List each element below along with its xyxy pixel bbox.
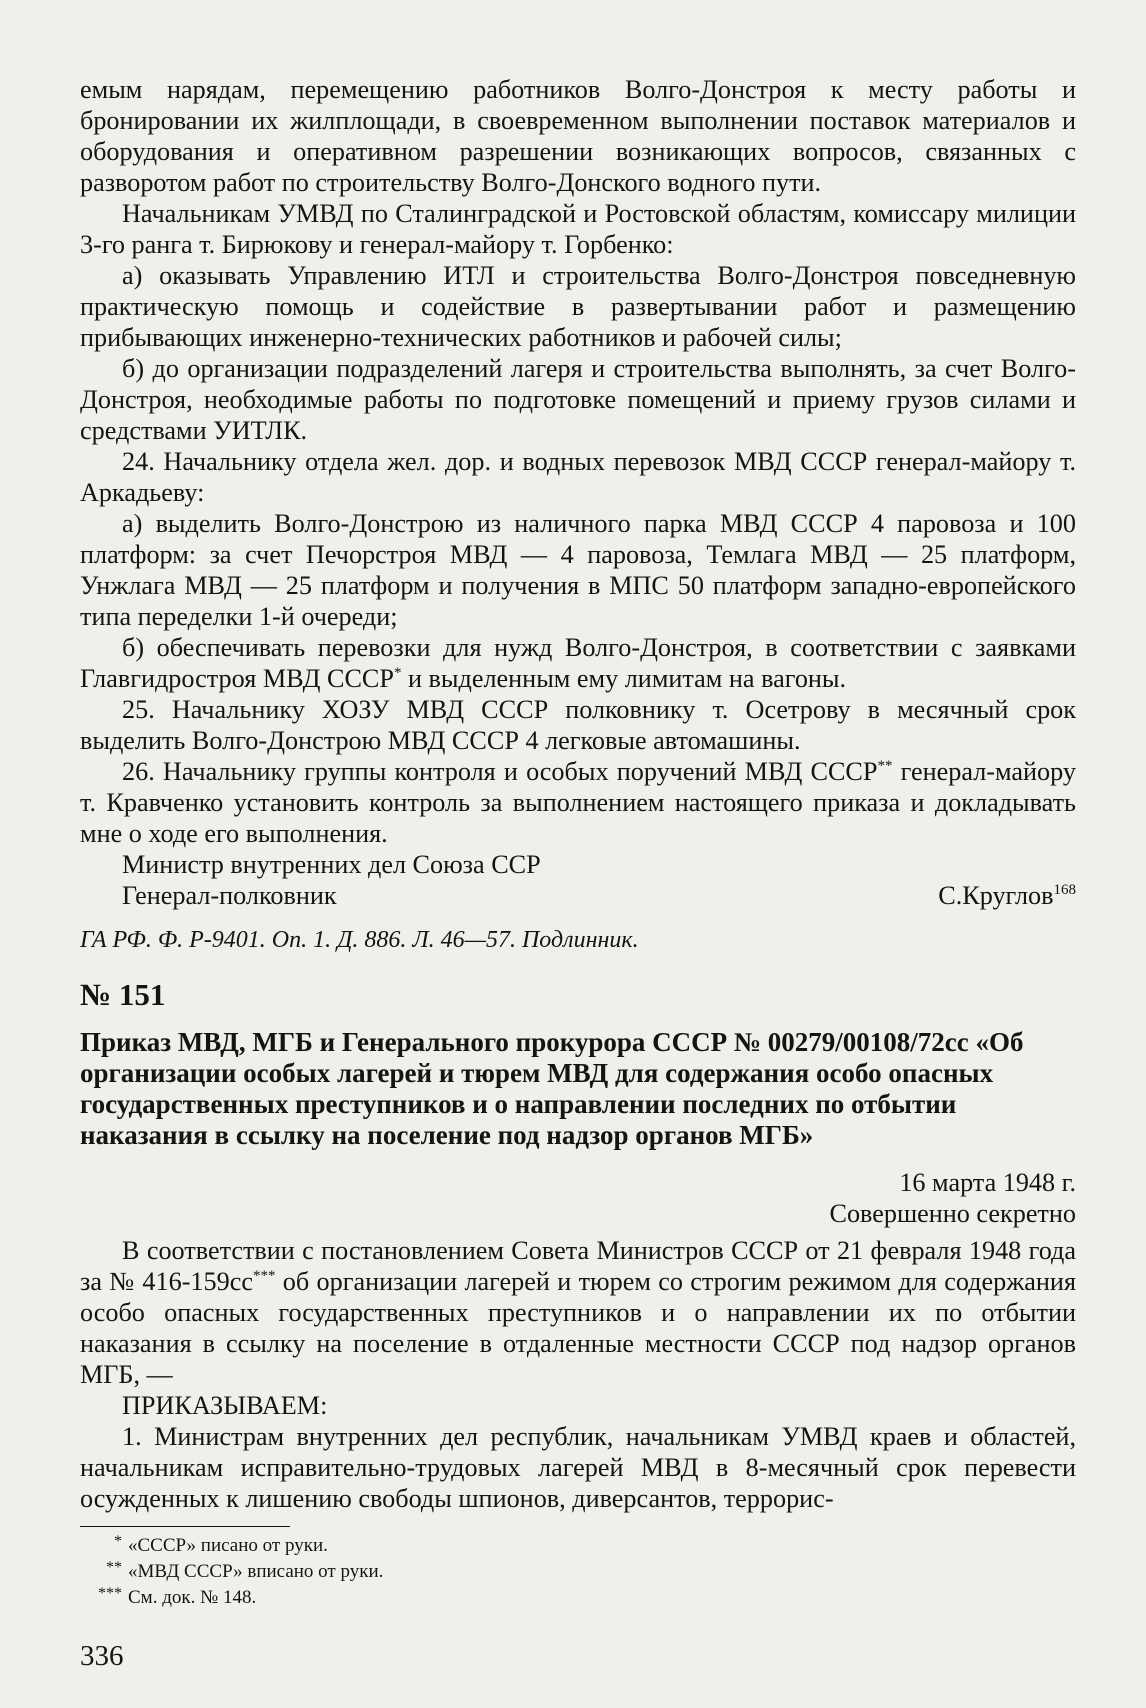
paragraph: 24. Начальнику отдела жел. дор. и водных перевозок МВД СССР генерал-майору т. Аркадьеву: <box>80 447 1076 507</box>
document-page <box>80 74 1076 1611</box>
text-run: об организации лагерей и тюрем со строгим режимом для содержания особо опасных государственных преступников и о направлении их по отбытии наказания в ссылку на поселение в отдаленные местности СССР под надзор органов МГБ, — <box>80 1267 1076 1389</box>
signature-rank: Генерал-полковник <box>122 881 337 910</box>
paragraph <box>80 756 1076 849</box>
paragraph: а) выделить Волго-Донстрою из наличного парка МВД СССР 4 паровоза и 100 платформ: за счет Печорстроя МВД — 4 паровоза, Темлага МВД — 25 платформ, Унжлага МВД — 25 платформ и получения в МПС 50 платформ западно-европейского типа переделки 1-й очереди; <box>80 509 1076 631</box>
text-run: 26. Начальнику группы контроля и особых поручений МВД СССР <box>122 757 878 786</box>
signature-title: Министр внутренних дел Союза ССР <box>122 850 541 879</box>
signature-block <box>80 849 1076 911</box>
paragraph: б) до организации подразделений лагеря и строительства выполнять, за счет Волго-Донстроя, необходимые работы по подготовке помещений и приему грузов силами и средствами УИТЛК. <box>80 354 1076 445</box>
endnote-ref: 168 <box>1053 882 1076 898</box>
paragraph <box>80 632 1076 694</box>
paragraph: 1. Министрам внутренних дел республик, начальникам УМВД краев и областей, начальникам исправительно-трудовых лагерей МВД в 8-месячный срок перевести осужденных к лишению свободы шпионов, диверсантов, террорис- <box>80 1422 1076 1513</box>
footnote-text: См. док. № 148. <box>128 1587 257 1608</box>
text-run: б) обеспечивать перевозки для нужд Волго-Донстроя, в соответствии с заявками Главгидростроя МВД СССР <box>80 633 1076 693</box>
document-title: Приказ МВД, МГБ и Генерального прокурора СССР № 00279/00108/72сс «Об организации особых лагерей и тюрем МВД для содержания особо опасных государственных преступников и о направлении последних по отбытии наказания в ссылку на поселение под надзор органов МГБ» <box>80 1027 1024 1150</box>
footnote <box>80 1559 1076 1585</box>
paragraph: а) оказывать Управлению ИТЛ и строительства Волго-Донстроя повседневную практическую помощь и содействие в развертывании работ и размещению прибывающих инженерно-технических работников и рабочей силы; <box>80 261 1076 352</box>
footnote-text: «МВД СССР» вписано от руки. <box>128 1561 384 1582</box>
text-run: и выделенным ему лимитам на вагоны. <box>401 664 847 693</box>
signature-name: С.Круглов <box>938 881 1054 910</box>
signature-row <box>80 880 1076 911</box>
page-number: 336 <box>80 1640 124 1672</box>
footnote-ref: *** <box>252 1268 276 1284</box>
paragraph: Начальникам УМВД по Сталинградской и Ростовской областям, комиссару милиции 3-го ранга т. Бирюкову и генерал-майору т. Горбенко: <box>80 199 1076 259</box>
secrecy-label: Совершенно секретно <box>829 1199 1076 1228</box>
archive-source: ГА РФ. Ф. Р-9401. Оп. 1. Д. 886. Л. 46—57. Подлинник. <box>80 927 639 953</box>
order-word: ПРИКАЗЫВАЕМ: <box>122 1391 328 1420</box>
footnote-ref: ** <box>877 758 893 774</box>
footnote <box>80 1585 1076 1611</box>
footnote-mark: * <box>114 1533 122 1550</box>
document-date: 16 марта 1948 г. <box>899 1168 1076 1197</box>
document-number: № 151 <box>80 977 166 1012</box>
paragraph <box>80 1235 1076 1390</box>
paragraph: 25. Начальнику ХОЗУ МВД СССР полковнику т. Осетрову в месячный срок выделить Волго-Донстрою МВД СССР 4 легковые автомашины. <box>80 695 1076 755</box>
footnote-text: «СССР» писано от руки. <box>128 1535 328 1556</box>
paragraph: емым нарядам, перемещению работников Волго-Донстроя к месту работы и бронировании их жилплощади, в своевременном выполнении поставок материалов и оборудования и оперативном разрешении возникающих вопросов, связанных с разворотом работ по строительству Волго-Донского водного пути. <box>80 75 1076 197</box>
footnote <box>80 1533 1076 1559</box>
footnote-mark: ** <box>106 1559 122 1576</box>
text-run: генерал-майору т. Кравченко установить контроль за выполнением настоящего приказа и докладывать мне о ходе его выполнения. <box>80 757 1076 848</box>
footnote-divider <box>80 1526 290 1527</box>
signature-name-wrap <box>938 880 1076 911</box>
footnote-mark: *** <box>98 1585 122 1602</box>
footnote-ref: * <box>393 665 402 681</box>
text-run: В соответствии с постановлением Совета Министров СССР от 21 февраля 1948 года за № 416-159сс <box>80 1236 1076 1296</box>
